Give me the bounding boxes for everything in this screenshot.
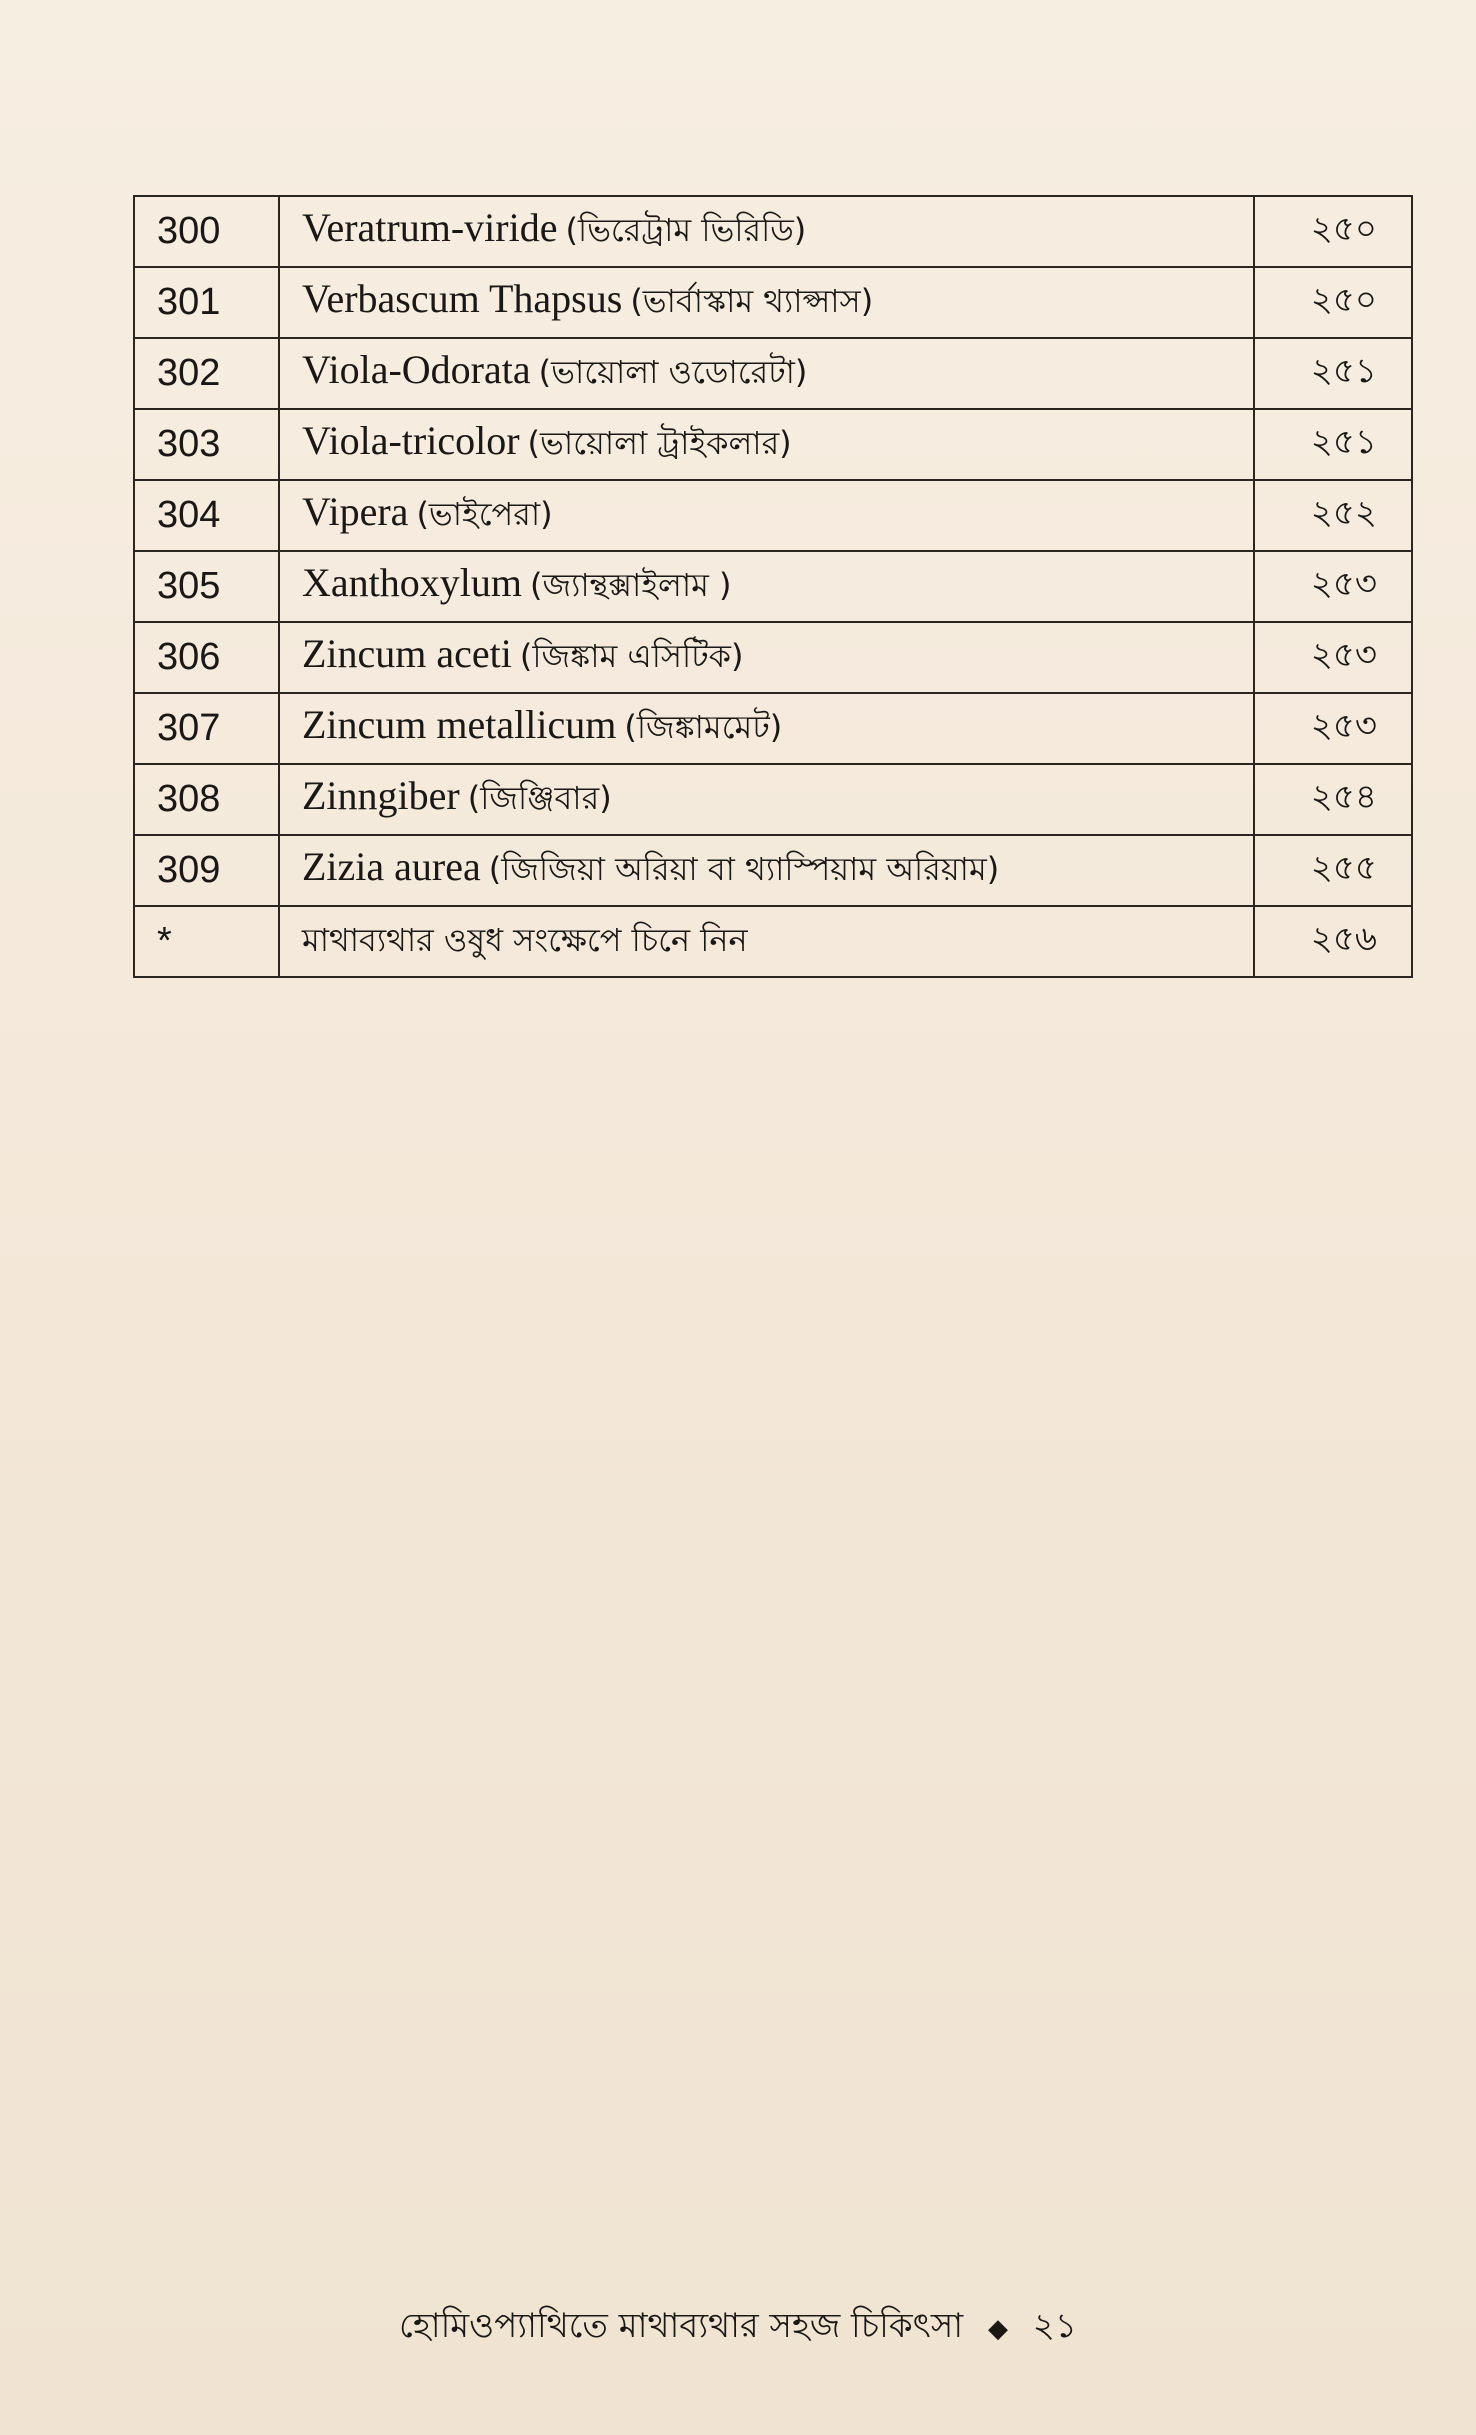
entry-page: ২৫২ [1254, 480, 1412, 551]
table-row [134, 338, 1412, 409]
entry-title-bengali: (জিজিয়া অরিয়া বা থ্যাস্পিয়াম অরিয়াম) [488, 850, 1000, 888]
entry-title [279, 835, 1254, 906]
entry-title-latin: Zincum metallicum [302, 702, 617, 747]
entry-page: ২৫০ [1254, 196, 1412, 267]
table-row [134, 835, 1412, 906]
entry-page: ২৫১ [1254, 409, 1412, 480]
entry-title [279, 196, 1254, 267]
entry-number: 300 [134, 196, 279, 267]
table-row [134, 196, 1412, 267]
book-title: হোমিওপ্যাথিতে মাথাব্যথার সহজ চিকিৎসা [399, 2306, 964, 2346]
table-row [134, 622, 1412, 693]
diamond-separator-icon: ◆ [987, 2314, 1008, 2344]
entry-page: ২৫৩ [1254, 551, 1412, 622]
entry-title-bengali: (ভায়োলা ট্রাইকলার) [527, 424, 792, 462]
entry-title-latin: Zizia aurea [302, 844, 481, 889]
entry-title [279, 764, 1254, 835]
entry-title-bengali: (ভিরেট্রাম ভিরিডি) [565, 211, 807, 249]
entry-number: 301 [134, 267, 279, 338]
entry-number: 302 [134, 338, 279, 409]
table-row [134, 764, 1412, 835]
entry-number: 304 [134, 480, 279, 551]
table-row [134, 480, 1412, 551]
table-row [134, 267, 1412, 338]
entry-title-bengali: (জিঞ্জিবার) [467, 779, 612, 817]
entry-title [279, 480, 1254, 551]
entry-title-bengali: (ভায়োলা ওডোরেটা) [538, 353, 808, 391]
table-row [134, 409, 1412, 480]
entry-title-latin: Xanthoxylum [302, 560, 522, 605]
entry-number: 308 [134, 764, 279, 835]
entry-title-bengali: (ভার্বাস্কাম থ্যাপ্সাস) [630, 282, 874, 320]
entry-page: ২৫৩ [1254, 622, 1412, 693]
entry-title-latin: Veratrum-viride [302, 205, 558, 250]
entry-page: ২৫০ [1254, 267, 1412, 338]
entry-title [279, 693, 1254, 764]
entry-number: 307 [134, 693, 279, 764]
entry-title [279, 551, 1254, 622]
entry-number: * [134, 906, 279, 977]
entry-title-bengali: (জ্যান্থক্সাইলাম ) [529, 566, 732, 604]
entry-title-bengali: (জিঙ্কামমেট) [624, 708, 783, 746]
table-row [134, 551, 1412, 622]
entry-page: ২৫৩ [1254, 693, 1412, 764]
entry-page: ২৫১ [1254, 338, 1412, 409]
entry-page: ২৫৫ [1254, 835, 1412, 906]
entry-title [279, 267, 1254, 338]
entry-title-latin: Zincum aceti [302, 631, 512, 676]
table-row [134, 693, 1412, 764]
entry-title-latin: Viola-tricolor [302, 418, 520, 463]
entry-title-bengali: (জিঙ্কাম এসিটিক) [519, 637, 744, 675]
entry-title-latin: Viola-Odorata [302, 347, 531, 392]
entry-title-bengali: (ভাইপেরা) [416, 495, 553, 533]
entry-number: 309 [134, 835, 279, 906]
table-row [134, 906, 1412, 977]
entry-number: 303 [134, 409, 279, 480]
entry-title [279, 622, 1254, 693]
contents-table [133, 195, 1413, 978]
entry-number: 305 [134, 551, 279, 622]
page-footer [0, 2300, 1476, 2357]
entry-number: 306 [134, 622, 279, 693]
entry-page: ২৫৪ [1254, 764, 1412, 835]
entry-title-latin: Vipera [302, 489, 409, 534]
entry-title-latin: Zinngiber [302, 773, 460, 818]
entry-title-latin: Verbascum Thapsus [302, 276, 623, 321]
entry-title [279, 409, 1254, 480]
entry-page: ২৫৬ [1254, 906, 1412, 977]
entry-title [279, 906, 1254, 977]
entry-title [279, 338, 1254, 409]
entry-title-bengali: মাথাব্যথার ওষুধ সংক্ষেপে চিনে নিন [302, 921, 748, 959]
page-number: ২১ [1032, 2306, 1077, 2346]
